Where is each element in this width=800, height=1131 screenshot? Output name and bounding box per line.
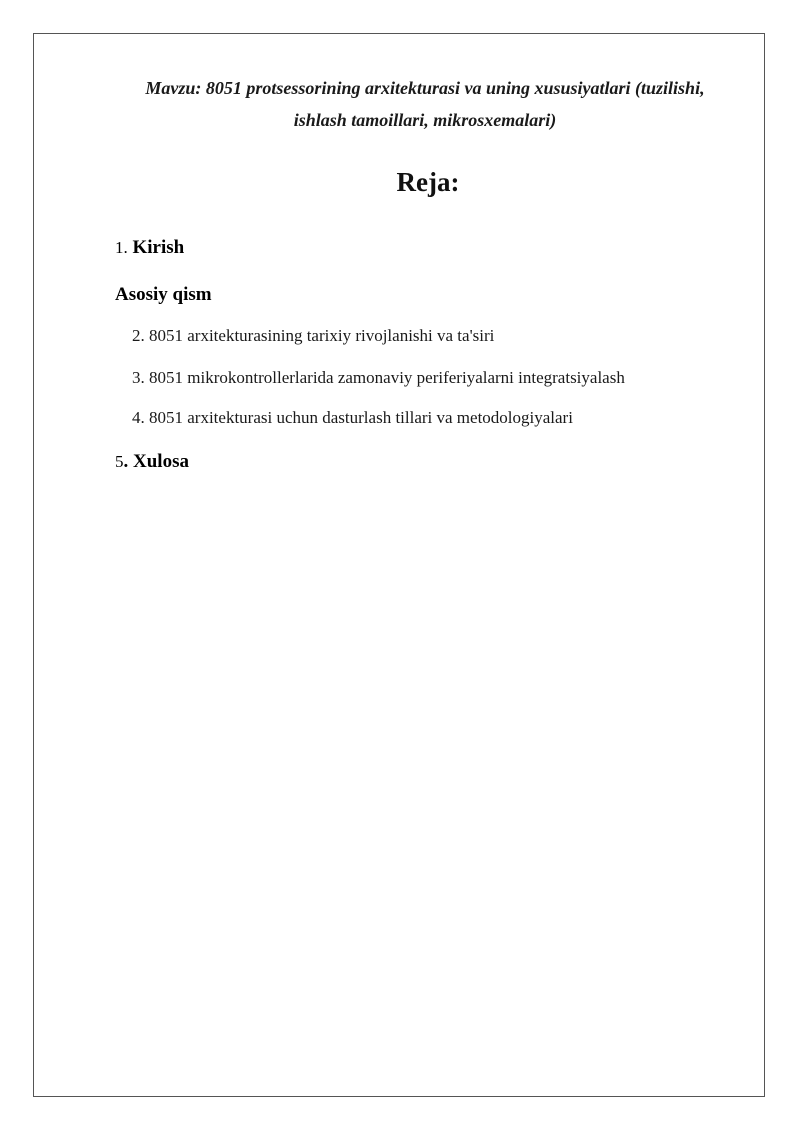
plan-title: Reja: <box>396 167 460 197</box>
plan-sub-item: 4. 8051 arxitekturasi uchun dasturlash tillari va metodologiyalari <box>132 408 573 427</box>
plan-item-number: 5 <box>115 452 124 471</box>
plan-sub-item: 2. 8051 arxitekturasining tarixiy rivojlanishi va ta'siri <box>132 326 495 345</box>
topic-line-2: ishlash tamoillari, mikrosxemalari) <box>293 110 557 130</box>
topic-line-1: Mavzu: 8051 protsessorining arxitekturasi va uning xususiyatlari (tuzilishi, <box>145 78 705 98</box>
plan-item-conclusion <box>115 448 189 476</box>
document-topic <box>80 72 770 136</box>
plan-item-intro <box>115 234 184 262</box>
main-section-heading: Asosiy qism <box>115 284 212 305</box>
plan-item-number: 1. <box>115 238 128 257</box>
plan-sub-item: 3. 8051 mikrokontrollerlarida zamonaviy periferiyalarni integratsiyalash <box>132 368 625 387</box>
plan-item-label: . Xulosa <box>123 451 189 472</box>
plan-item-label: Kirish <box>132 237 185 258</box>
